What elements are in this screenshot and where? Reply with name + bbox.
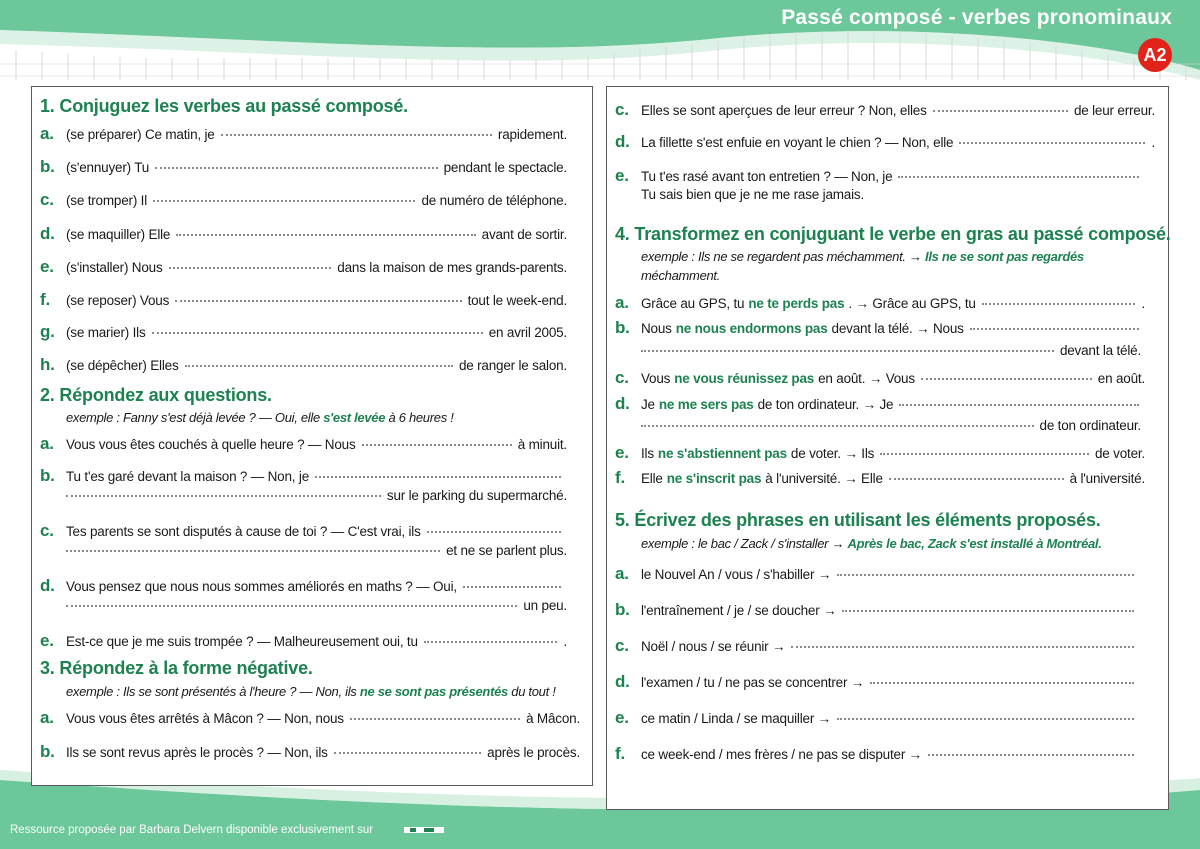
s2-item-d: d. Vous pensez que nous nous sommes améliorés en maths ? — Oui,: [40, 576, 567, 596]
answer-blank[interactable]: [176, 234, 475, 236]
answer-blank[interactable]: [928, 754, 1134, 756]
page-title: Passé composé - verbes pronominaux: [781, 6, 1172, 29]
section-2-title: 2. Répondez aux questions.: [40, 385, 272, 405]
answer-blank[interactable]: [970, 328, 1139, 330]
answer-blank[interactable]: [933, 110, 1068, 112]
answer-blank[interactable]: [641, 350, 1054, 352]
section-3-title: 3. Répondez à la forme négative.: [40, 658, 313, 678]
s4-item-e: e. Ils ne s'abstiennent pas de voter. → Ils de voter.: [615, 443, 1145, 462]
s3-item-e: e. Tu t'es rasé avant ton entretien ? — Non, je: [615, 166, 1145, 186]
answer-blank[interactable]: [153, 200, 415, 202]
footer-credit: Ressource proposée par Barbara Delvern disponible exclusivement sur: [10, 824, 374, 836]
s1-item-c: c. (se tromper) Il de numéro de téléphone.: [40, 190, 567, 209]
answer-blank[interactable]: [463, 586, 561, 588]
s2-item-a: a. Vous vous êtes couchés à quelle heure ? — Nous à minuit.: [40, 434, 567, 453]
answer-blank[interactable]: [334, 752, 481, 754]
answer-blank[interactable]: [641, 425, 1034, 427]
answer-blank[interactable]: [362, 444, 512, 446]
answer-blank[interactable]: [880, 453, 1089, 455]
level-badge: A2: [1138, 38, 1172, 72]
answer-blank[interactable]: [842, 610, 1134, 612]
s4-item-a: a. Grâce au GPS, tu ne te perds pas . → Grâce au GPS, tu .: [615, 293, 1145, 312]
s4-item-d: d. Je ne me sers pas de ton ordinateur. → Je: [615, 394, 1145, 414]
s1-item-e: e. (s'installer) Nous dans la maison de mes grands-parents.: [40, 257, 567, 276]
s4-item-b: b. Nous ne nous endormons pas devant la télé. → Nous: [615, 318, 1145, 338]
section-1-title: 1. Conjuguez les verbes au passé composé.: [40, 96, 408, 116]
s1-item-f: f. (se reposer) Vous tout le week-end.: [40, 290, 567, 309]
answer-blank[interactable]: [221, 134, 492, 136]
answer-blank[interactable]: [155, 167, 438, 169]
s3-item-a: a. Vous vous êtes arrêtés à Mâcon ? — Non, nous à Mâcon.: [40, 708, 580, 727]
s3-item-e-line2: Tu sais bien que je ne me rase jamais.: [641, 187, 865, 202]
s2-item-e: e. Est-ce que je me suis trompée ? — Malheureusement oui, tu .: [40, 631, 567, 650]
answer-blank[interactable]: [66, 550, 440, 552]
answer-blank[interactable]: [898, 176, 1139, 178]
s5-item-d: d. l'examen / tu / ne pas se concentrer →: [615, 672, 1140, 692]
s3-item-b: b. Ils se sont revus après le procès ? — Non, ils après le procès.: [40, 742, 580, 761]
s2-item-b: b. Tu t'es garé devant la maison ? — Non, je: [40, 466, 567, 486]
answer-blank[interactable]: [921, 378, 1092, 380]
section-3-example: exemple : Ils se sont présentés à l'heure ? — Non, ils ne se sont pas présentés du tout !: [66, 684, 556, 699]
answer-blank[interactable]: [185, 365, 453, 367]
answer-blank[interactable]: [899, 404, 1139, 406]
s1-item-h: h. (se dépêcher) Elles de ranger le salon.: [40, 355, 567, 374]
answer-blank[interactable]: [837, 718, 1134, 720]
answer-blank[interactable]: [66, 495, 381, 497]
answer-blank[interactable]: [175, 300, 461, 302]
s4-item-f: f. Elle ne s'inscrit pas à l'université. → Elle à l'université.: [615, 468, 1145, 487]
answer-blank[interactable]: [152, 332, 483, 334]
s5-item-b: b. l'entraînement / je / se doucher →: [615, 600, 1140, 620]
answer-blank[interactable]: [837, 574, 1134, 576]
answer-blank[interactable]: [315, 476, 561, 478]
s4-item-c: c. Vous ne vous réunissez pas en août. → Vous en août.: [615, 368, 1145, 387]
s5-item-a: a. le Nouvel An / vous / s'habiller →: [615, 564, 1140, 584]
answer-blank[interactable]: [427, 531, 561, 533]
answer-blank[interactable]: [169, 267, 332, 269]
answer-blank[interactable]: [959, 142, 1145, 144]
s2-item-b-cont: sur le parking du supermarché.: [66, 488, 567, 503]
answer-blank[interactable]: [424, 641, 558, 643]
section-4-example: exemple : Ils ne se regardent pas méchamment. → Ils ne se sont pas regardés: [641, 249, 1084, 264]
s1-item-b: b. (s'ennuyer) Tu pendant le spectacle.: [40, 157, 567, 176]
s5-item-f: f. ce week-end / mes frères / ne pas se disputer →: [615, 744, 1140, 764]
answer-blank[interactable]: [889, 478, 1064, 480]
s4-item-d-cont: de ton ordinateur.: [641, 418, 1141, 433]
answer-blank[interactable]: [791, 646, 1134, 648]
section-5-title: 5. Écrivez des phrases en utilisant les éléments proposés.: [615, 510, 1101, 530]
section-4-example-line2: méchamment.: [641, 268, 721, 283]
section-4-title: 4. Transformez en conjuguant le verbe en gras au passé composé.: [615, 224, 1171, 244]
s1-item-g: g. (se marier) Ils en avril 2005.: [40, 322, 567, 341]
answer-blank[interactable]: [350, 718, 520, 720]
s1-item-d: d. (se maquiller) Elle avant de sortir.: [40, 224, 567, 243]
publisher-logo[interactable]: [404, 824, 444, 836]
s5-item-e: e. ce matin / Linda / se maquiller →: [615, 708, 1140, 728]
answer-blank[interactable]: [982, 303, 1136, 305]
s2-item-d-cont: un peu.: [66, 598, 567, 613]
s4-item-b-cont: devant la télé.: [641, 343, 1141, 358]
s1-item-a: a. (se préparer) Ce matin, je rapidement.: [40, 124, 567, 143]
answer-blank[interactable]: [66, 605, 517, 607]
section-2-example: exemple : Fanny s'est déjà levée ? — Oui, elle s'est levée à 6 heures !: [66, 410, 454, 425]
section-5-example: exemple : le bac / Zack / s'installer → Après le bac, Zack s'est installé à Montréal.: [641, 536, 1102, 551]
s2-item-c: c. Tes parents se sont disputés à cause de toi ? — C'est vrai, ils: [40, 521, 567, 541]
s3-item-d: d. La fillette s'est enfuie en voyant le chien ? — Non, elle .: [615, 132, 1155, 151]
answer-blank[interactable]: [870, 682, 1134, 684]
s5-item-c: c. Noël / nous / se réunir →: [615, 636, 1140, 656]
s3-item-c: c. Elles se sont aperçues de leur erreur ? Non, elles de leur erreur.: [615, 100, 1155, 119]
s2-item-c-cont: et ne se parlent plus.: [66, 543, 567, 558]
